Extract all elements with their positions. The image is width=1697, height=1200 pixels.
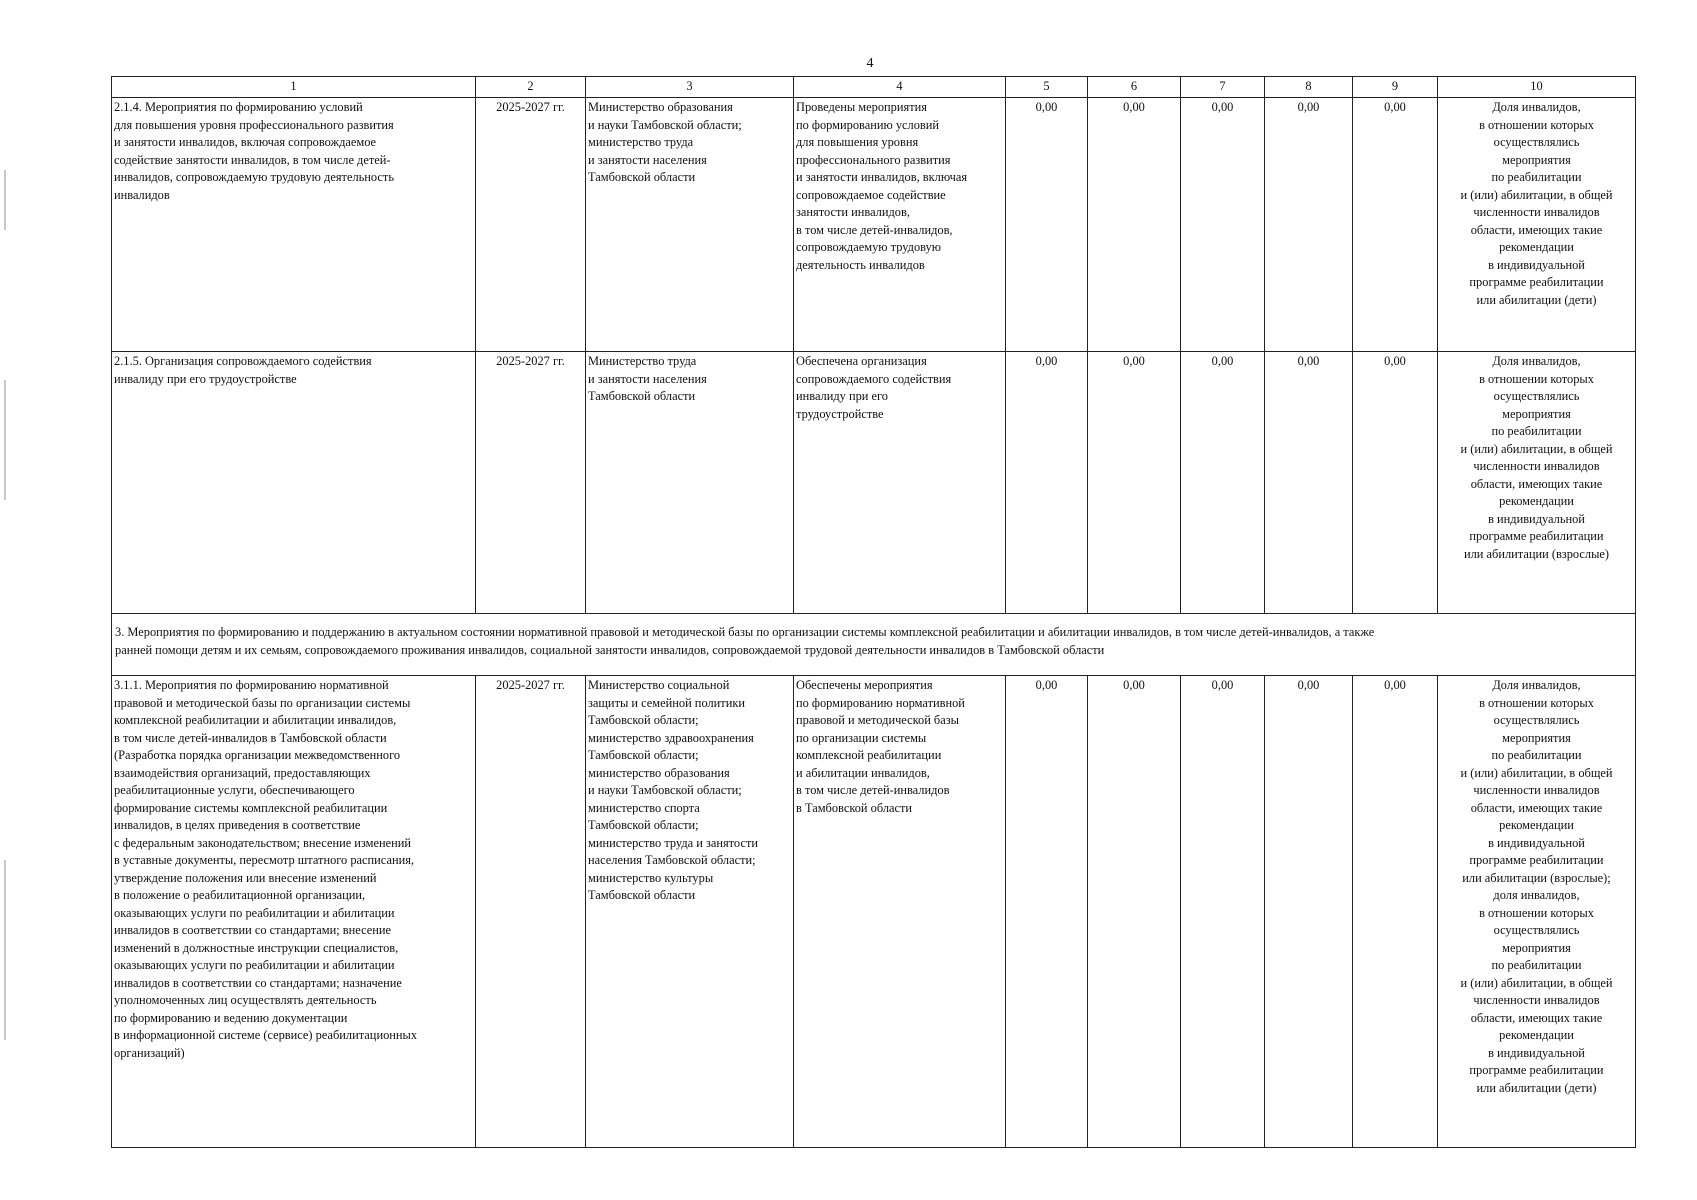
- scan-edge-mark: [4, 170, 6, 230]
- table-row: [112, 352, 1636, 614]
- column-header: 3: [586, 77, 794, 98]
- column-header: 4: [794, 77, 1006, 98]
- column-header: 9: [1353, 77, 1438, 98]
- value-cell: 0,00: [1006, 352, 1088, 614]
- section-heading: 3. Мероприятия по формированию и поддержанию в актуальном состоянии нормативной правовой и методической базы по организации системы комплексной реабилитации и абилитации инвалидов, в том числе детей-инвалидов, а также ранней помощи детям и их семьям, сопровождаемого проживания инвалидов, социальной занятости инвалидов, сопровождаемой трудовой деятельности инвалидов в Тамбовской области: [112, 614, 1636, 676]
- activity-cell: 2.1.5. Организация сопровождаемого содействия инвалиду при его трудоустройстве: [112, 352, 476, 614]
- period-cell: 2025-2027 гг.: [476, 676, 586, 1148]
- page-number: 4: [866, 56, 874, 71]
- scan-edge-mark: [4, 860, 6, 1040]
- value-cell: 0,00: [1265, 98, 1353, 352]
- column-header: 10: [1438, 77, 1636, 98]
- value-cell: 0,00: [1181, 352, 1265, 614]
- period-cell: 2025-2027 гг.: [476, 352, 586, 614]
- executors-cell: Министерство труда и занятости населения Тамбовской области: [586, 352, 794, 614]
- activity-cell: 3.1.1. Мероприятия по формированию нормативной правовой и методической базы по организации системы комплексной реабилитации и абилитации инвалидов, в том числе детей-инвалидов в Тамбовской области (Разработка порядка организации межведомственного взаимодействия организаций, предоставляющих реабилитационные услуги, обеспечивающего формирование системы комплексной реабилитации инвалидов, в целях приведения в соответствие с федеральным законодательством; внесение изменений в уставные документы, пересмотр штатного расписания, утверждение положения или внесение изменений в положение о реабилитационной организации, оказывающих услуги по реабилитации и абилитации инвалидов в соответствии со стандартами; внесение изменений в должностные инструкции специалистов, оказывающих услуги по реабилитации и абилитации инвалидов в соответствии со стандартами; назначение уполномоченных лиц осуществлять деятельность по формированию и ведению документации в информационной системе (сервисе) реабилитационных организаций): [112, 676, 476, 1148]
- column-header: 8: [1265, 77, 1353, 98]
- value-cell: 0,00: [1088, 352, 1181, 614]
- result-cell: Обеспечена организация сопровождаемого содействия инвалиду при его трудоустройстве: [794, 352, 1006, 614]
- activity-cell: 2.1.4. Мероприятия по формированию условий для повышения уровня профессионального развития и занятости инвалидов, включая сопровождаемое содействие занятости инвалидов, в том числе детей- инвалидов, сопровождаемую трудовую деятельность инвалидов: [112, 98, 476, 352]
- executors-cell: Министерство образования и науки Тамбовской области; министерство труда и занятости населения Тамбовской области: [586, 98, 794, 352]
- value-cell: 0,00: [1265, 352, 1353, 614]
- column-header: 6: [1088, 77, 1181, 98]
- value-cell: 0,00: [1181, 676, 1265, 1148]
- column-header: 5: [1006, 77, 1088, 98]
- column-header: 1: [112, 77, 476, 98]
- value-cell: 0,00: [1353, 98, 1438, 352]
- column-header: 7: [1181, 77, 1265, 98]
- indicator-cell: Доля инвалидов, в отношении которых осуществлялись мероприятия по реабилитации и (или) абилитации, в общей численности инвалидов области, имеющих такие рекомендации в индивидуальной программе реабилитации или абилитации (дети): [1438, 98, 1636, 352]
- value-cell: 0,00: [1006, 98, 1088, 352]
- program-activities-table: [111, 76, 1636, 1148]
- indicator-cell: Доля инвалидов, в отношении которых осуществлялись мероприятия по реабилитации и (или) абилитации, в общей численности инвалидов области, имеющих такие рекомендации в индивидуальной программе реабилитации или абилитации (взрослые); доля инвалидов, в отношении которых осуществлялись мероприятия по реабилитации и (или) абилитации, в общей численности инвалидов области, имеющих такие рекомендации в индивидуальной программе реабилитации или абилитации (дети): [1438, 676, 1636, 1148]
- period-cell: 2025-2027 гг.: [476, 98, 586, 352]
- scan-edge-mark: [4, 380, 6, 500]
- column-header: 2: [476, 77, 586, 98]
- result-cell: Обеспечены мероприятия по формированию нормативной правовой и методической базы по организации системы комплексной реабилитации и абилитации инвалидов, в том числе детей-инвалидов в Тамбовской области: [794, 676, 1006, 1148]
- value-cell: 0,00: [1265, 676, 1353, 1148]
- section-heading-row: [112, 614, 1636, 676]
- column-number-row: [112, 77, 1636, 98]
- value-cell: 0,00: [1353, 352, 1438, 614]
- executors-cell: Министерство социальной защиты и семейной политики Тамбовской области; министерство здравоохранения Тамбовской области; министерство образования и науки Тамбовской области; министерство спорта Тамбовской области; министерство труда и занятости населения Тамбовской области; министерство культуры Тамбовской области: [586, 676, 794, 1148]
- value-cell: 0,00: [1006, 676, 1088, 1148]
- value-cell: 0,00: [1088, 676, 1181, 1148]
- table-row: [112, 98, 1636, 352]
- value-cell: 0,00: [1088, 98, 1181, 352]
- value-cell: 0,00: [1353, 676, 1438, 1148]
- value-cell: 0,00: [1181, 98, 1265, 352]
- indicator-cell: Доля инвалидов, в отношении которых осуществлялись мероприятия по реабилитации и (или) абилитации, в общей численности инвалидов области, имеющих такие рекомендации в индивидуальной программе реабилитации или абилитации (взрослые): [1438, 352, 1636, 614]
- result-cell: Проведены мероприятия по формированию условий для повышения уровня профессионального развития и занятости инвалидов, включая сопровождаемое содействие занятости инвалидов, в том числе детей-инвалидов, сопровождаемую трудовую деятельность инвалидов: [794, 98, 1006, 352]
- table-row: [112, 676, 1636, 1148]
